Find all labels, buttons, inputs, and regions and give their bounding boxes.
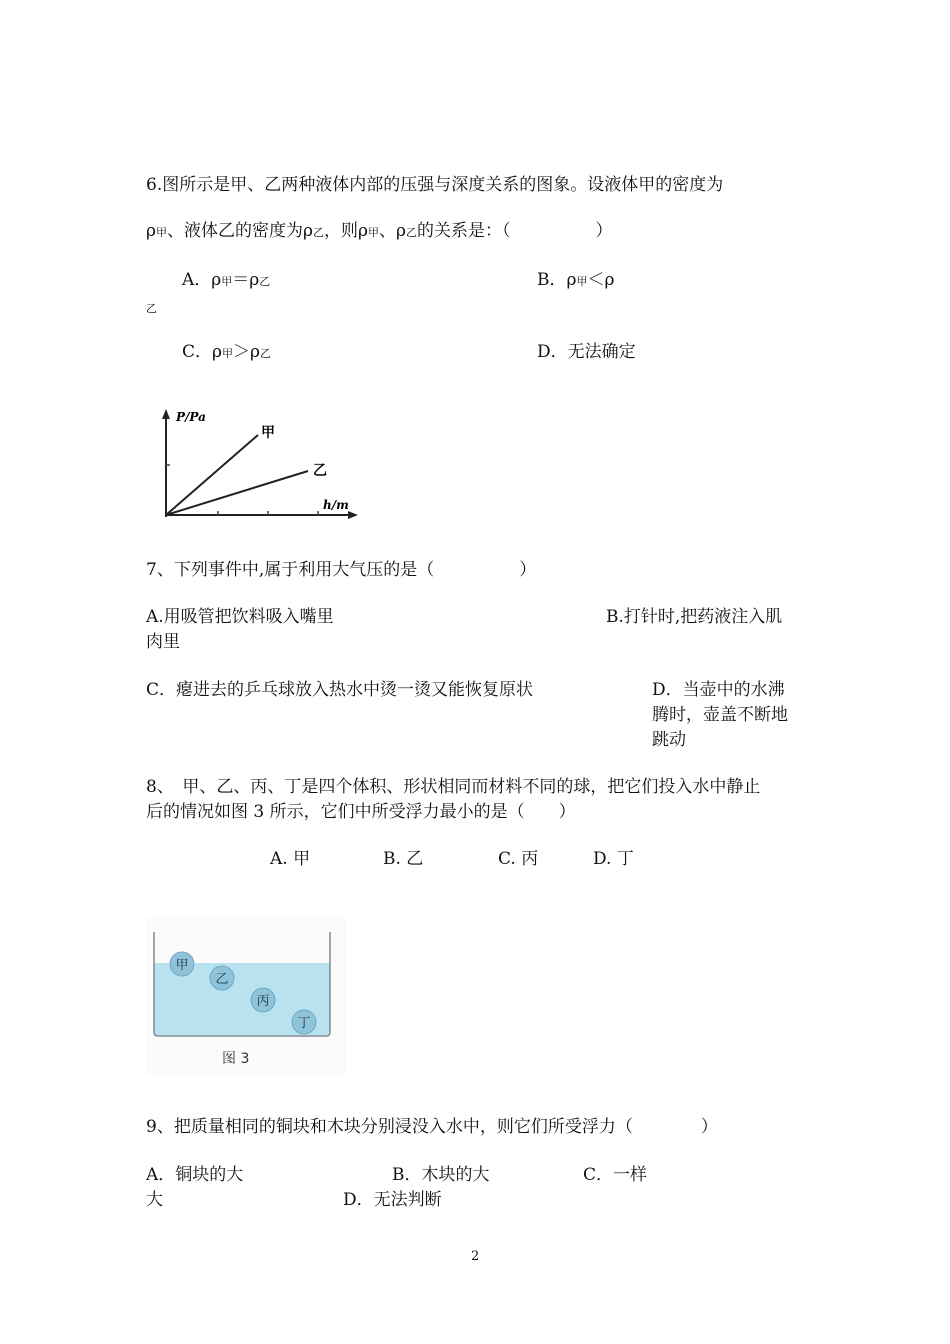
line-yi-label: 乙 — [313, 463, 327, 479]
q7-option-b-line2: 肉里 — [146, 632, 180, 652]
q6-option-d: D．无法确定 — [537, 342, 636, 362]
q7-option-d-line2: 腾时，壶盖不断地 — [652, 705, 788, 725]
y-axis-label: P/Pa — [176, 410, 206, 424]
q9-option-c-line1: C．一样 — [583, 1165, 648, 1185]
svg-text:丁: 丁 — [297, 1016, 311, 1031]
q8-option-c: C. 丙 — [498, 849, 539, 869]
q9-option-c-line2: 大 — [146, 1190, 163, 1210]
floating-balls-figure — [146, 918, 346, 1074]
q6-option-a: A．ρ甲＝ρ乙 — [182, 270, 271, 290]
q8-option-a: A. 甲 — [270, 849, 311, 869]
ball-bing — [251, 988, 275, 1012]
x-axis-arrow — [348, 511, 358, 519]
ball-jia — [170, 952, 194, 976]
line-jia-label: 甲 — [261, 425, 275, 441]
svg-text:乙: 乙 — [215, 972, 229, 987]
q6-option-b-wrap: 乙 — [146, 302, 157, 315]
q7-option-a: A.用吸管把饮料吸入嘴里 — [146, 607, 334, 627]
q6-stem-line2: ρ甲、液体乙的密度为ρ乙，则ρ甲、ρ乙的关系是：（ ） — [146, 221, 613, 241]
q6-option-b: B．ρ甲＜ρ — [537, 270, 615, 290]
q8-option-b: B. 乙 — [383, 849, 424, 869]
q7-option-d-line1: D．当壶中的水沸 — [652, 680, 785, 700]
q7-option-b-line1: B.打针时,把药液注入肌 — [606, 607, 783, 627]
q7-option-c: C．瘪进去的乒乓球放入热水中烫一烫又能恢复原状 — [146, 680, 534, 700]
ball-yi — [210, 966, 234, 990]
line-jia — [166, 435, 258, 515]
q8-stem-line1: 8、 甲、乙、丙、丁是四个体积、形状相同而材料不同的球，把它们投入水中静止 — [146, 777, 761, 797]
line-yi — [166, 471, 308, 515]
q6-option-c: C．ρ甲＞ρ乙 — [182, 342, 272, 362]
q7-option-d-line3: 跳动 — [652, 730, 686, 750]
svg-text:丙: 丙 — [256, 994, 270, 1009]
pressure-depth-figure — [148, 405, 363, 525]
svg-text:甲: 甲 — [175, 958, 189, 973]
q9-option-d: D．无法判断 — [343, 1190, 442, 1210]
q7-stem: 7、下列事件中,属于利用大气压的是（ ） — [146, 560, 537, 580]
q8-option-d: D. 丁 — [593, 849, 634, 869]
q9-option-b: B．木块的大 — [392, 1165, 490, 1185]
ball-ding — [292, 1010, 316, 1034]
q8-stem-line2: 后的情况如图 3 所示，它们中所受浮力最小的是（ ） — [146, 802, 576, 822]
q6-stem-line1: 6.图所示是甲、乙两种液体内部的压强与深度关系的图象。设液体甲的密度为 — [146, 175, 724, 195]
figure-caption: 图 3 — [222, 1051, 250, 1067]
q9-stem: 9、把质量相同的铜块和木块分别浸没入水中，则它们所受浮力（ ） — [146, 1117, 718, 1137]
page-number: 2 — [471, 1249, 480, 1264]
y-axis-arrow — [162, 409, 170, 419]
x-axis-label: h/m — [323, 498, 349, 512]
q9-option-a: A．铜块的大 — [146, 1165, 244, 1185]
